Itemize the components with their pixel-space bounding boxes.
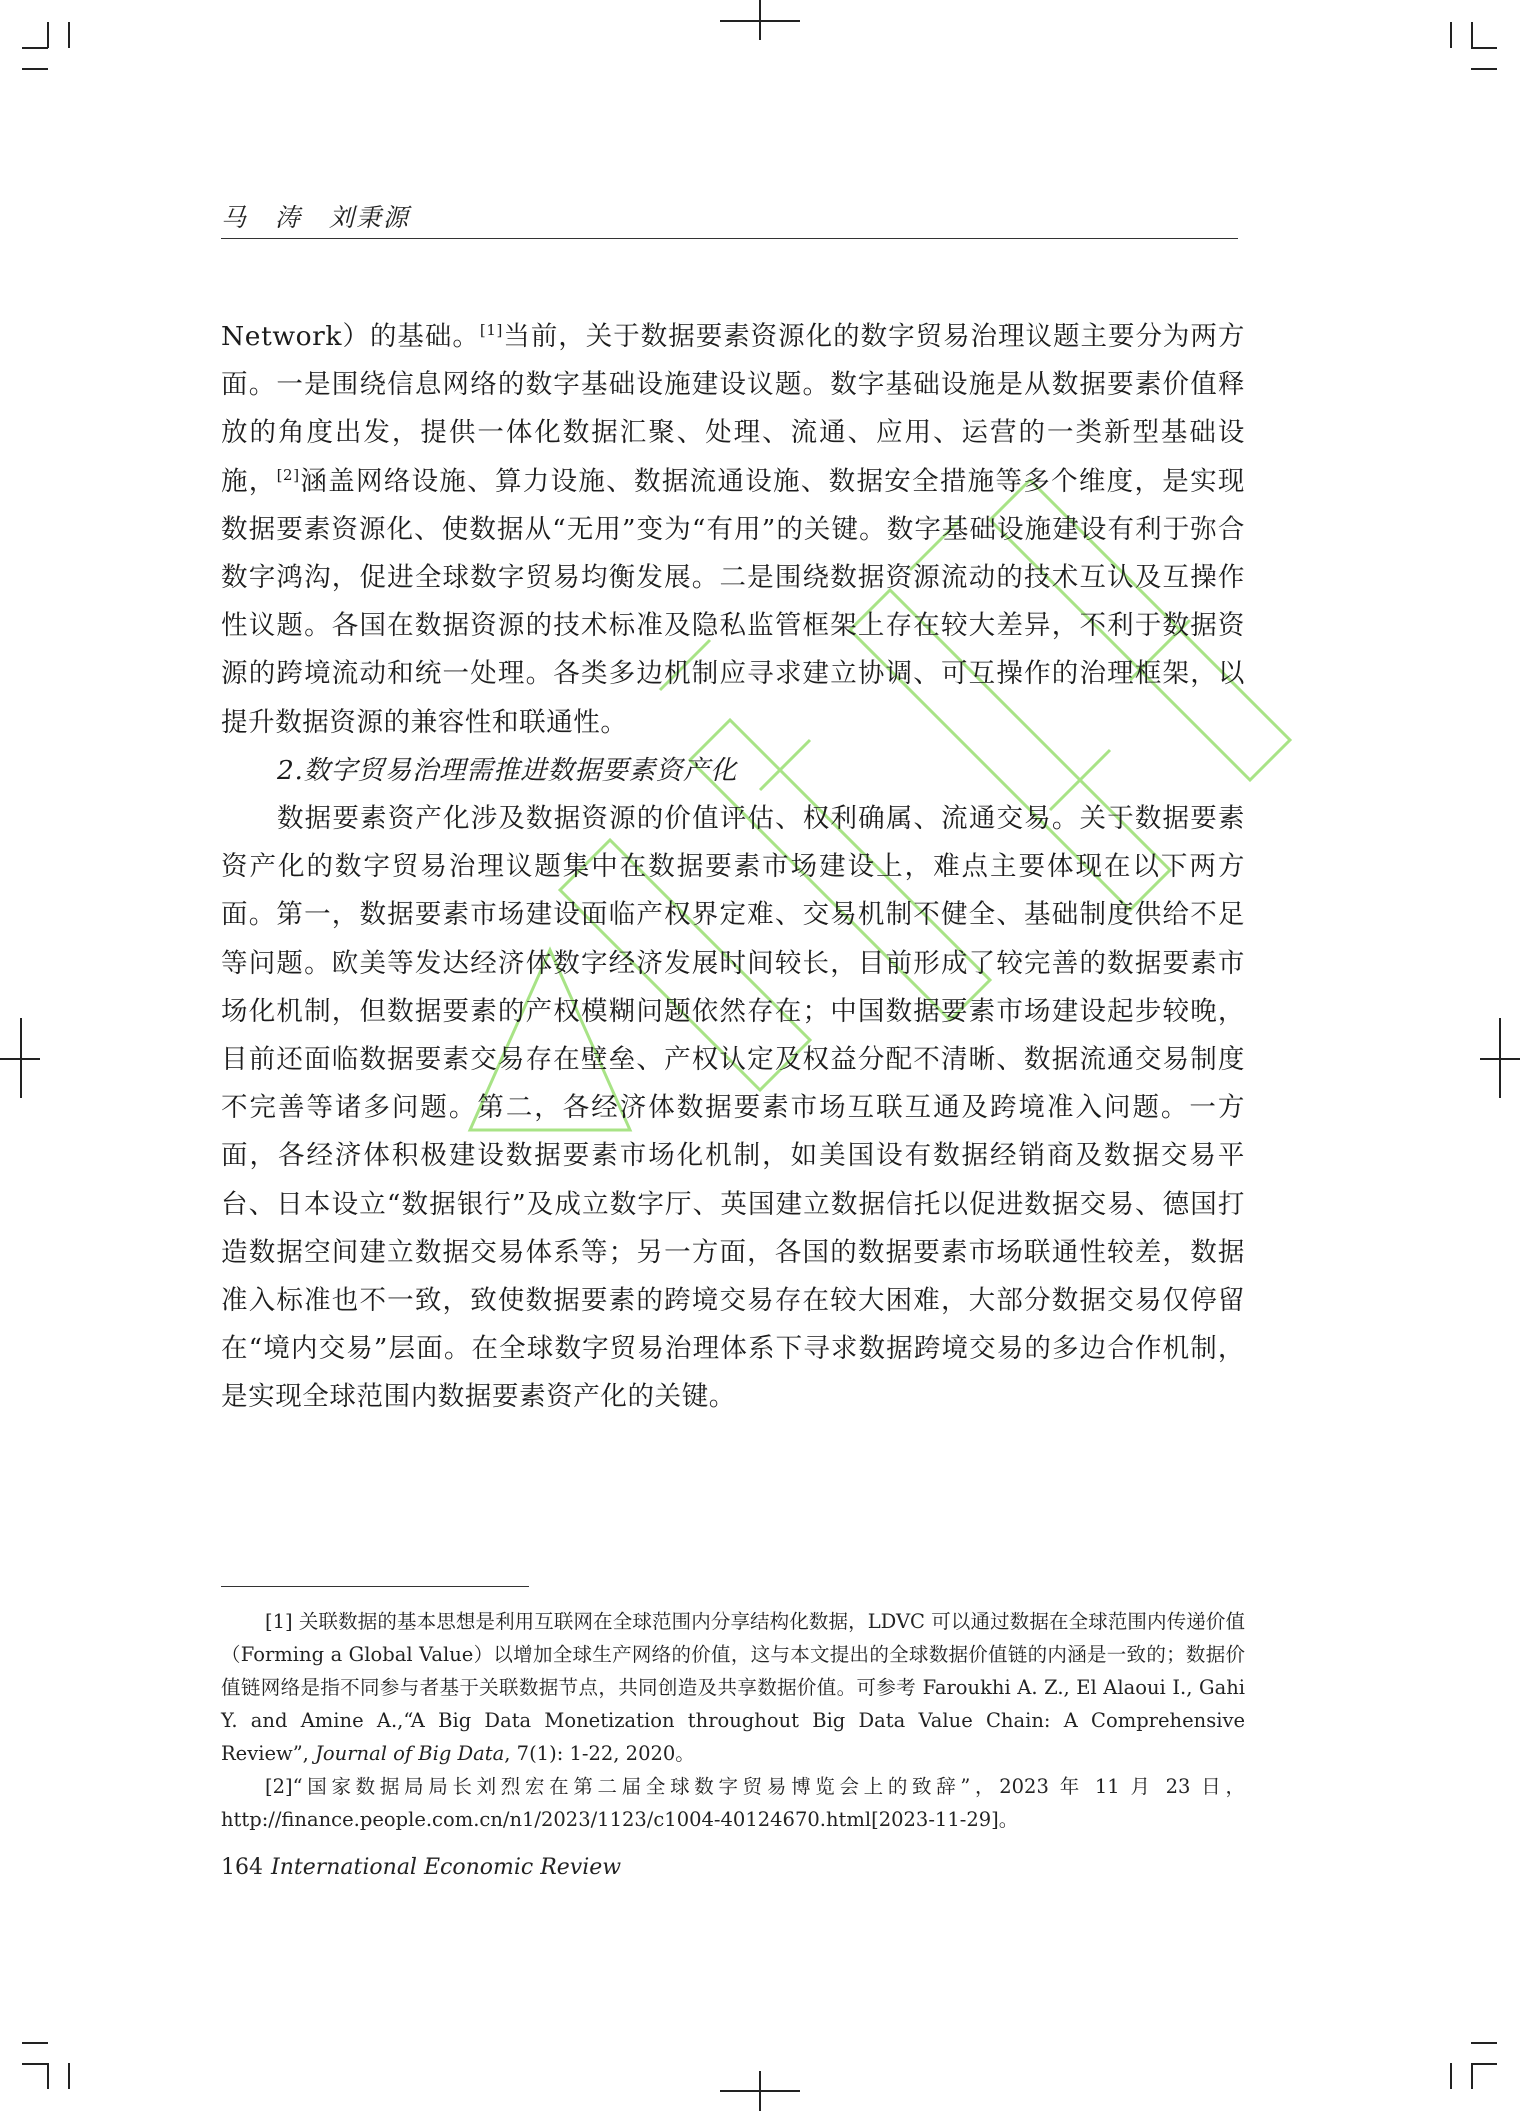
paragraph-1 [221, 313, 1245, 747]
crop-mark-top-right-v [1450, 22, 1452, 48]
registration-mark-left-v [20, 1018, 22, 1098]
crop-mark-bottom-right-v [1450, 2063, 1452, 2089]
journal-name: International Economic Review [271, 1855, 622, 1880]
footnote-2: [2]“国家数据局局长刘烈宏在第二届全球数字贸易博览会上的致辞”，2023 年 11 月 23 日，http://finance.people.com.cn/n1/2023/1123/c1004-40124670.html[2023-11-29]。 [221, 1775, 1245, 1831]
crop-mark-bottom-right-h [1471, 2042, 1497, 2044]
running-header [221, 198, 1238, 239]
footnote-1-tail: , 7(1): 1-22, 2020。 [504, 1742, 695, 1765]
crop-mark-top-right-v2 [1471, 22, 1473, 48]
page-folio [221, 1855, 621, 1880]
crop-mark-bottom-left-h2 [22, 2063, 48, 2065]
body-text [221, 313, 1245, 1422]
footnote-rule [221, 1586, 529, 1587]
crop-mark-top-left-h2 [22, 68, 48, 70]
paragraph-1-start: Network）的基础。 [221, 321, 480, 352]
reference-2-marker[interactable]: [2] [276, 465, 300, 484]
crop-mark-bottom-left-h [22, 2042, 48, 2044]
crop-mark-top-left-h [22, 47, 48, 49]
footnote-1-text: [1] 关联数据的基本思想是利用互联网在全球范围内分享结构化数据，LDVC 可以通过数据在全球范围内传递价值（Forming a Global Value）以增加全球生产网络的价值，这与本文提出的全球数据价值链的内涵是一致的；数据价值链网络是指不同参与者基于关联数据节点，共同创造及共享数据价值。可参考 Faroukhi A. Z., El Alaoui I., Gahi Y. and Amine A.,“A Big Data Monetization throughout Big Data Value Chain: A Comprehensive Review”, [221, 1610, 1245, 1765]
footnote-1-journal: Journal of Big Data [315, 1742, 505, 1765]
header-rule [221, 238, 1238, 239]
footnote-1 [221, 1605, 1245, 1770]
registration-mark-right-v [1499, 1018, 1501, 1098]
crop-mark-bottom-right-h2 [1471, 2063, 1497, 2065]
crop-mark-top-left-v2 [68, 22, 70, 48]
reference-1-marker[interactable]: [1] [479, 321, 503, 339]
page-number: 164 [221, 1855, 263, 1880]
crop-mark-bottom-right-v2 [1471, 2063, 1473, 2089]
footnotes [221, 1605, 1245, 1836]
paragraph-1-middle: 当前，关于数据要素资源化的数字贸易治理议题主要分为两方面。一是围绕信息网络的数字基础设施建设议题。数字基础设施是从数据要素价值释放的角度出发，提供一体化数据汇聚、处理、流通、应用、运营的一类新型基础设施， [221, 321, 1245, 497]
crop-mark-top-right-h [1471, 47, 1497, 49]
registration-mark-top-v [759, 0, 761, 40]
paragraph-2: 数据要素资产化涉及数据资源的价值评估、权利确属、流通交易。关于数据要素资产化的数字贸易治理议题集中在数据要素市场建设上，难点主要体现在以下两方面。第一，数据要素市场建设面临产权界定难、交易机制不健全、基础制度供给不足等问题。欧美等发达经济体数字经济发展时间较长，目前形成了较完善的数据要素市场化机制，但数据要素的产权模糊问题依然存在；中国数据要素市场建设起步较晚，目前还面临数据要素交易存在壁垒、产权认定及权益分配不清晰、数据流通交易制度不完善等诸多问题。第二，各经济体数据要素市场互联互通及跨境准入问题。一方面，各经济体积极建设数据要素市场化机制，如美国设有数据经销商及数据交易平台、日本设立“数据银行”及成立数字厅、英国建立数据信托以促进数据交易、德国打造数据空间建立数据交易体系等；另一方面，各国的数据要素市场联通性较差，数据准入标准也不一致，致使数据要素的跨境交易存在较大困难，大部分数据交易仅停留在“境内交易”层面。在全球数字贸易治理体系下寻求数据跨境交易的多边合作机制，是实现全球范围内数据要素资产化的关键。 [221, 803, 1245, 1413]
crop-mark-top-left-v [47, 22, 49, 48]
crop-mark-bottom-left-v [47, 2063, 49, 2089]
header-authors: 马 涛 刘秉源 [221, 203, 411, 232]
registration-mark-bottom-v [759, 2071, 761, 2111]
section-subheading: 2.数字贸易治理需推进数据要素资产化 [277, 754, 738, 786]
crop-mark-bottom-left-v2 [68, 2063, 70, 2089]
crop-mark-top-right-h2 [1471, 68, 1497, 70]
paragraph-1-end: 涵盖网络设施、算力设施、数据流通设施、数据安全措施等多个维度，是实现数据要素资源化、使数据从“无用”变为“有用”的关键。数字基础设施建设有利于弥合数字鸿沟，促进全球数字贸易均衡发展。二是围绕数据资源流动的技术互认及互操作性议题。各国在数据资源的技术标准及隐私监管框架上存在较大差异，不利于数据资源的跨境流动和统一处理。各类多边机制应寻求建立协调、可互操作的治理框架，以提升数据资源的兼容性和联通性。 [221, 465, 1245, 738]
